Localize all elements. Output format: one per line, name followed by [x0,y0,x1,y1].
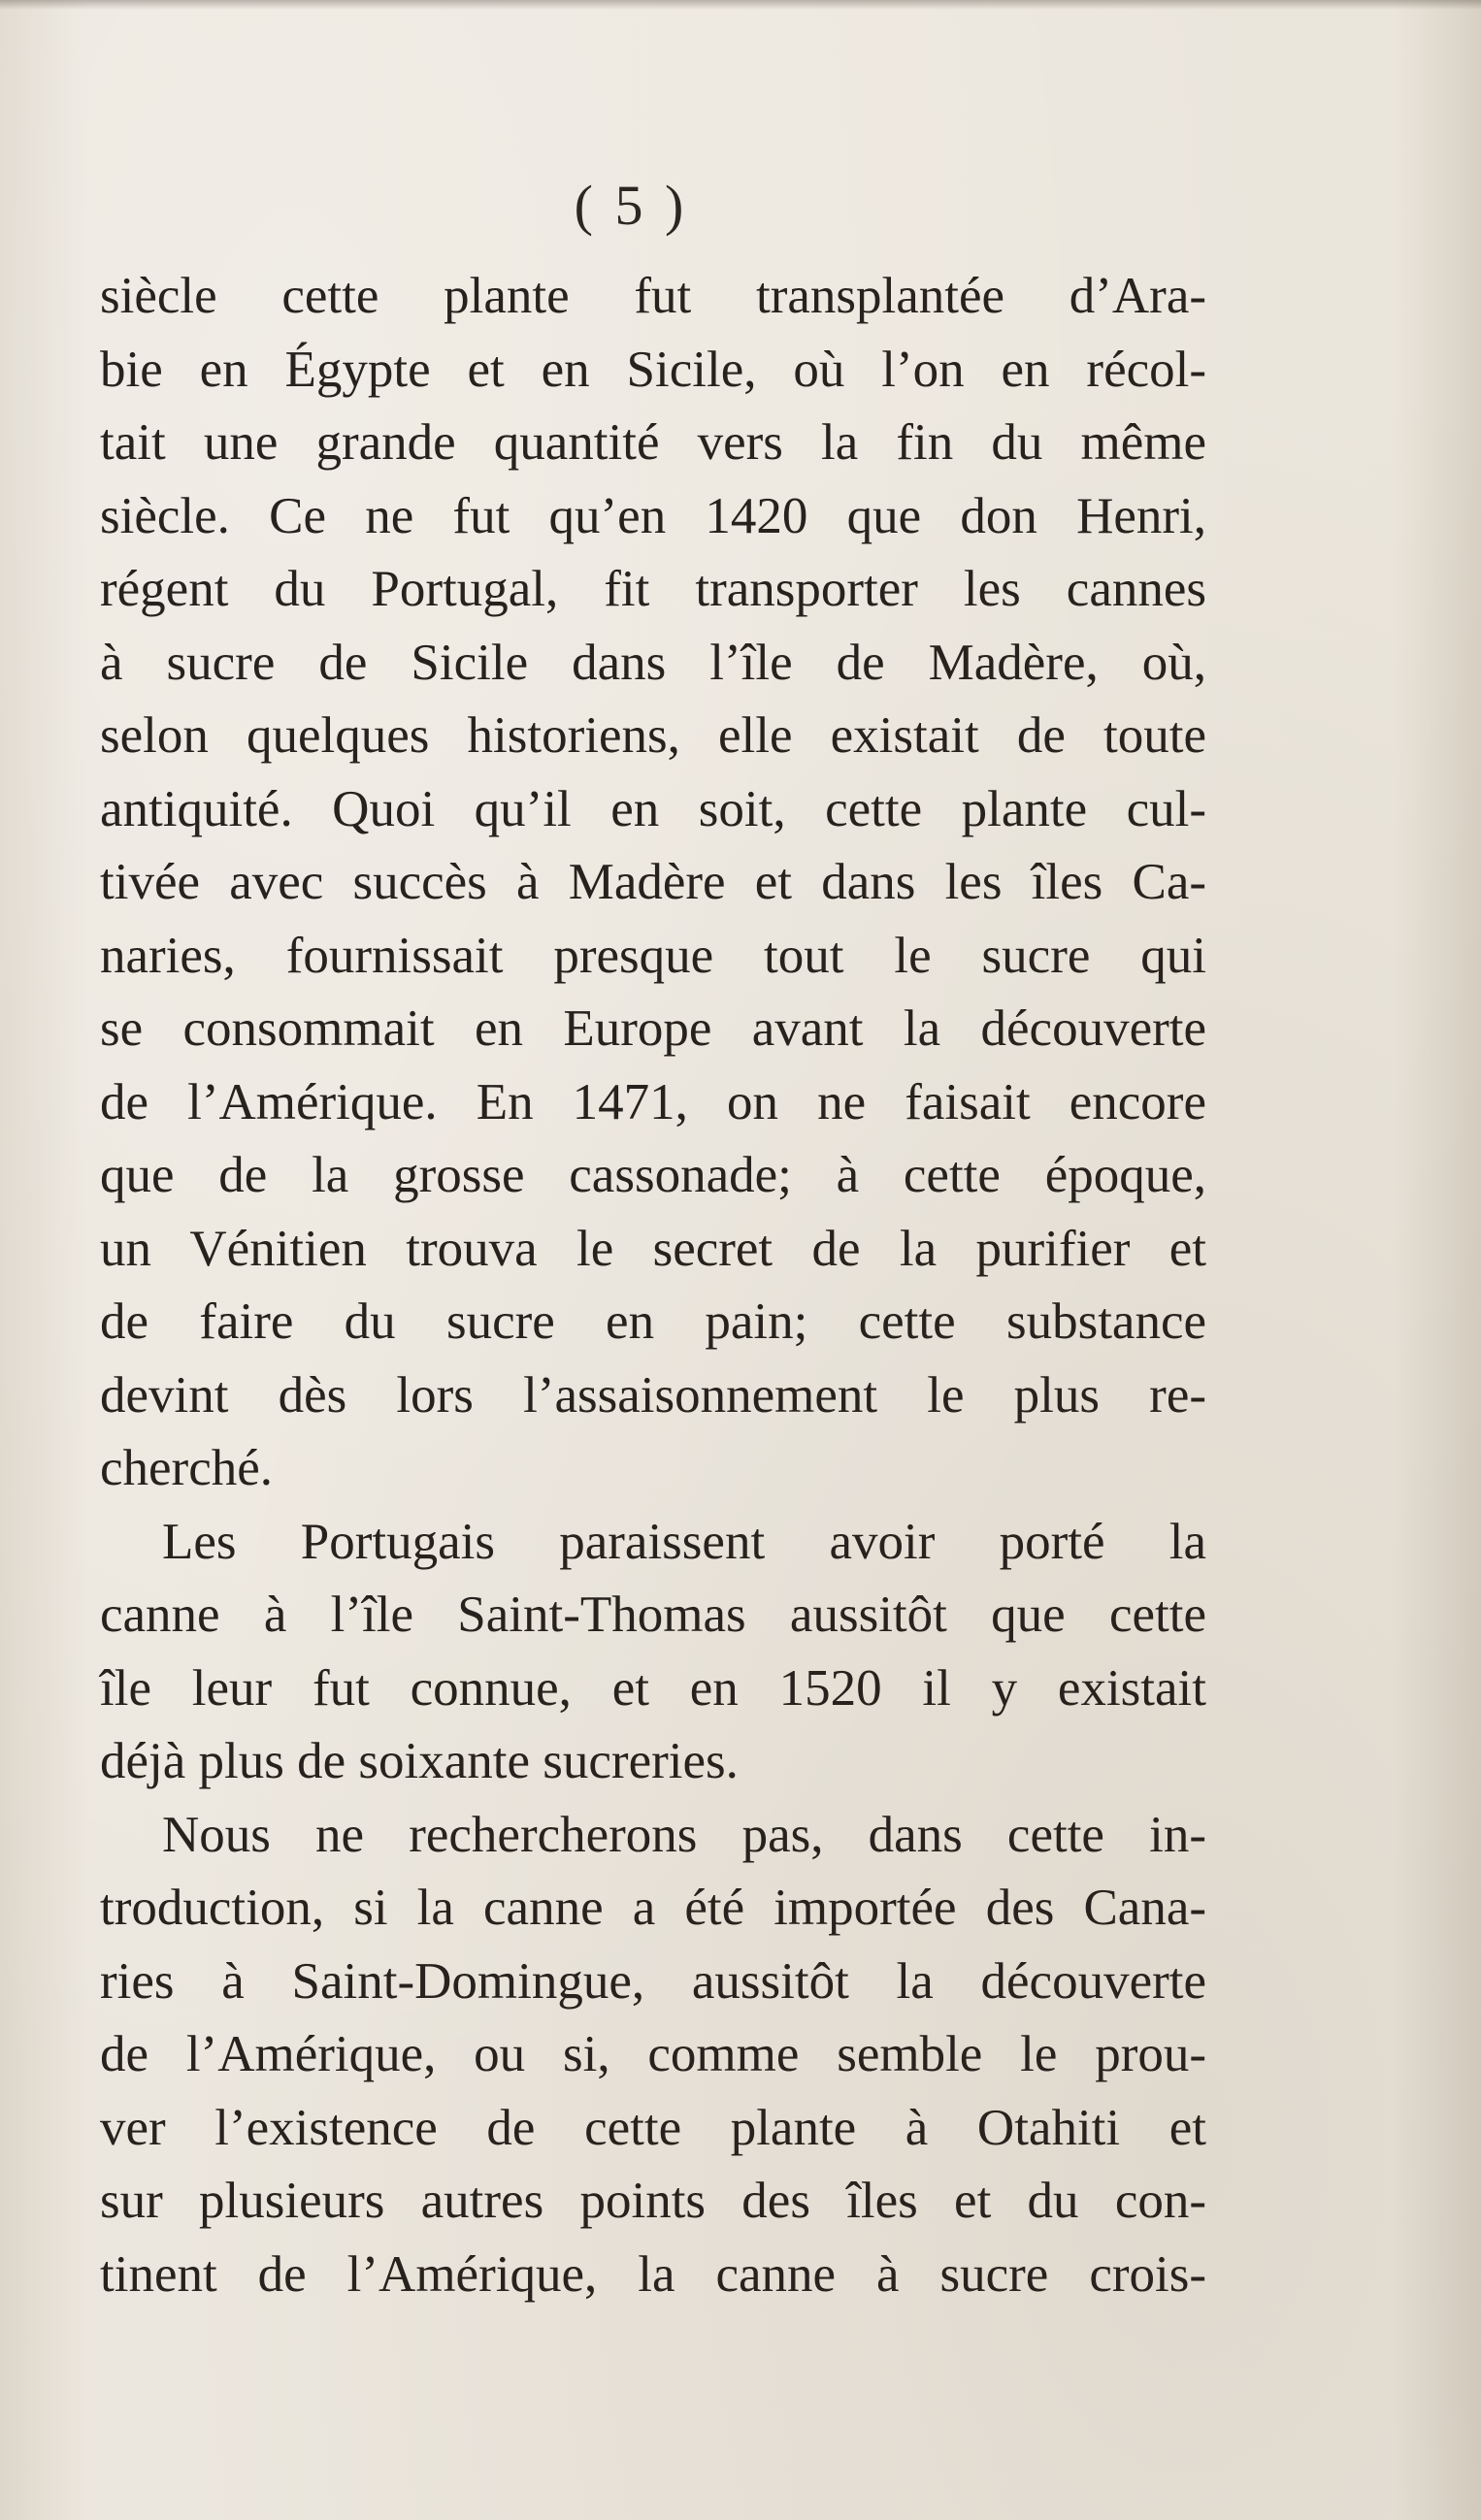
text-line: naries, fournissait presque tout le sucre qui [100,927,1206,984]
text-line: de l’Amérique. En 1471, on ne faisait encore [100,1073,1206,1130]
text-line: troduction, si la canne a été importée des Cana- [100,1880,1206,1936]
page-top-edge [0,0,1481,10]
text-line: siècle cette plante fut transplantée d’Ara- [100,268,1206,324]
text-line: ver l’existence de cette plante à Otahiti et [100,2099,1206,2156]
text-line: tinent de l’Amérique, la canne à sucre crois- [100,2245,1206,2303]
text-line: à sucre de Sicile dans l’île de Madère, où, [100,634,1206,691]
text-line: selon quelques historiens, elle existait de toute [100,707,1206,764]
text-line: régent du Portugal, fit transporter les cannes [100,561,1206,617]
text-line: Les Portugais paraissent avoir porté la [162,1513,1206,1570]
text-line: canne à l’île Saint-Thomas aussitôt que cette [100,1587,1206,1643]
text-line: tivée avec succès à Madère et dans les îles Ca- [100,854,1206,910]
text-line: siècle. Ce ne fut qu’en 1420 que don Henri, [100,487,1206,544]
text-line: se consommait en Europe avant la découverte [100,1000,1206,1057]
text-line: sur plusieurs autres points des îles et du con- [100,2173,1206,2229]
text-line: de l’Amérique, ou si, comme semble le prou- [100,2026,1206,2082]
text-line: tait une grande quantité vers la fin du même [100,414,1206,471]
text-line: antiquité. Quoi qu’il en soit, cette plante cul- [100,780,1206,837]
body-text [100,260,1206,2311]
text-line: Nous ne rechercherons pas, dans cette in- [162,1806,1206,1863]
text-line: un Vénitien trouva le secret de la purifier et [100,1220,1206,1277]
text-line: devint dès lors l’assaisonnement le plus re- [100,1366,1206,1424]
text-line: ries à Saint-Domingue, aussitôt la découverte [100,1952,1206,2010]
page-number: ( 5 ) [574,174,688,237]
text-line: de faire du sucre en pain; cette substance [100,1293,1206,1350]
text-line: que de la grosse cassonade; à cette époque, [100,1147,1206,1203]
text-line: déjà plus de soixante sucreries. [100,1733,739,1789]
text-line: bie en Égypte et en Sicile, où l’on en récol- [100,341,1206,398]
text-line: cherché. [100,1440,273,1496]
text-line: île leur fut connue, et en 1520 il y existait [100,1659,1206,1717]
